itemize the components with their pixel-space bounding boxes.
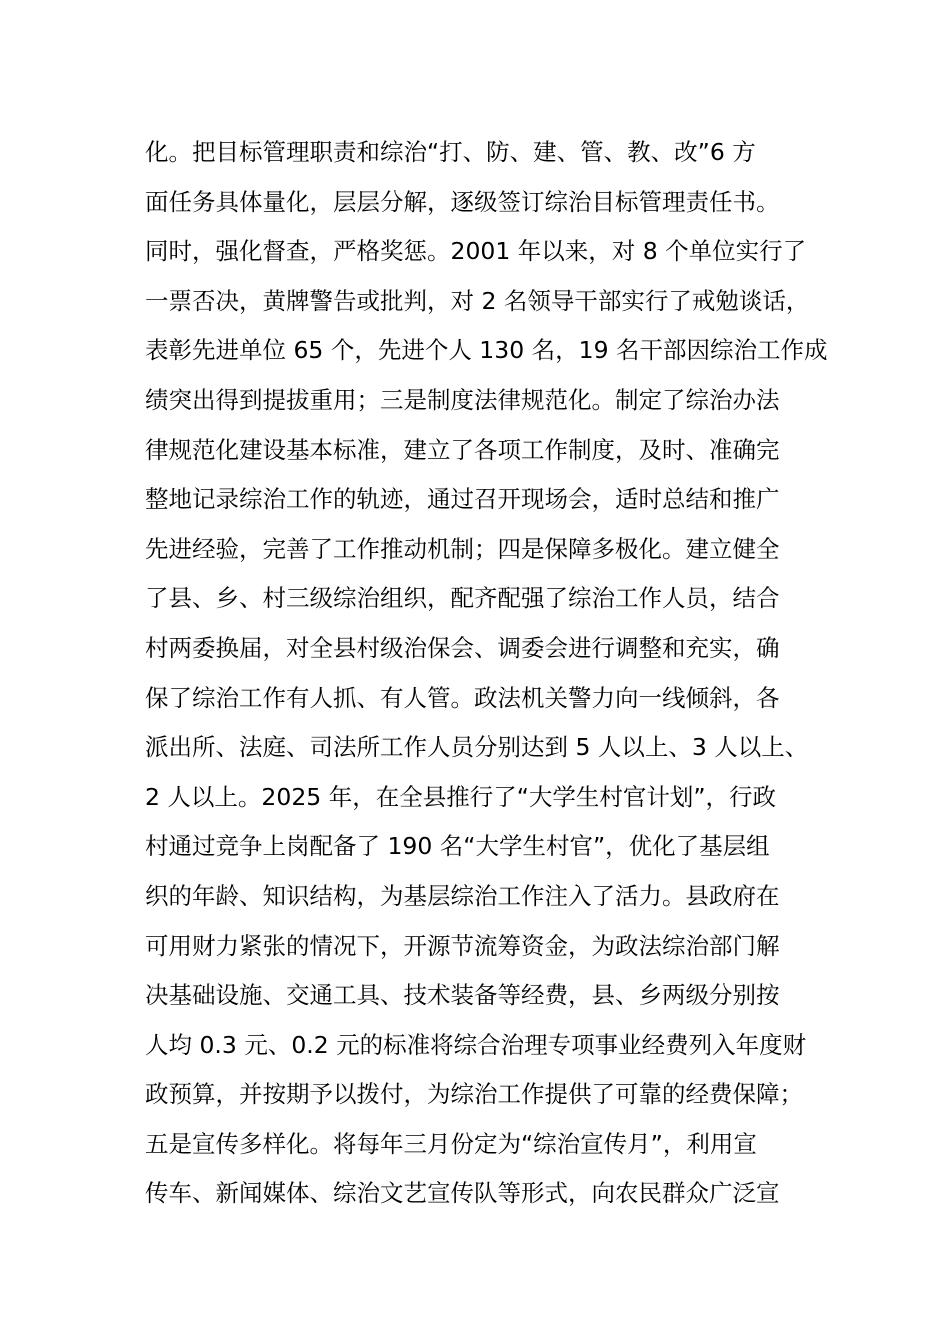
- body-text: [145, 128, 835, 1219]
- text-line: 可用财力紧张的情况下，开源节流筹资金，为政法综治部门解: [145, 931, 780, 960]
- text-line: 村两委换届，对全县村级治保会、调委会进行调整和充实，确: [145, 633, 780, 662]
- text-line: 传车、新闻媒体、综治文艺宣传队等形式，向农民群众广泛宣: [145, 1179, 780, 1208]
- text-line: 面任务具体量化，层层分解，逐级签订综治目标管理责任书。: [145, 187, 780, 216]
- text-line: 绩突出得到提拔重用；三是制度法律规范化。制定了综治办法: [145, 385, 780, 414]
- text-line: 村通过竞争上岗配备了 190 名“大学生村官”，优化了基层组: [145, 832, 770, 861]
- text-line: 律规范化建设基本标准，建立了各项工作制度，及时、准确完: [145, 435, 780, 464]
- text-line: 2 人以上。2025 年，在全县推行了“大学生村官计划”，行政: [145, 782, 777, 811]
- text-line: 五是宣传多样化。将每年三月份定为“综治宣传月”，利用宣: [145, 1129, 757, 1158]
- text-line: 决基础设施、交通工具、技术装备等经费，县、乡两级分别按: [145, 981, 780, 1010]
- text-line: 化。把目标管理职责和综治“打、防、建、管、教、改”6 方: [145, 138, 756, 166]
- text-line: 政预算，并按期予以拨付，为综治工作提供了可靠的经费保障；: [145, 1080, 803, 1109]
- text-line: 派出所、法庭、司法所工作人员分别达到 5 人以上、3 人以上、: [145, 733, 809, 762]
- text-line: 整地记录综治工作的轨迹，通过召开现场会，适时总结和推广: [145, 485, 780, 514]
- text-line: 先进经验，完善了工作推动机制；四是保障多极化。建立健全: [145, 534, 780, 563]
- text-line: 织的年龄、知识结构，为基层综治工作注入了活力。县政府在: [145, 881, 780, 910]
- text-line: 表彰先进单位 65 个，先进个人 130 名，19 名干部因综治工作成: [145, 336, 828, 365]
- text-line: 保了综治工作有人抓、有人管。政法机关警力向一线倾斜，各: [145, 683, 780, 712]
- text-line: 了县、乡、村三级综治组织，配齐配强了综治工作人员，结合: [145, 584, 780, 613]
- text-line: 一票否决，黄牌警告或批判，对 2 名领导干部实行了戒勉谈话，: [145, 286, 810, 315]
- text-line: 同时，强化督查，严格奖惩。2001 年以来，对 8 个单位实行了: [145, 237, 807, 266]
- text-line: 人均 0.3 元、0.2 元的标准将综合治理专项事业经费列入年度财: [145, 1030, 807, 1059]
